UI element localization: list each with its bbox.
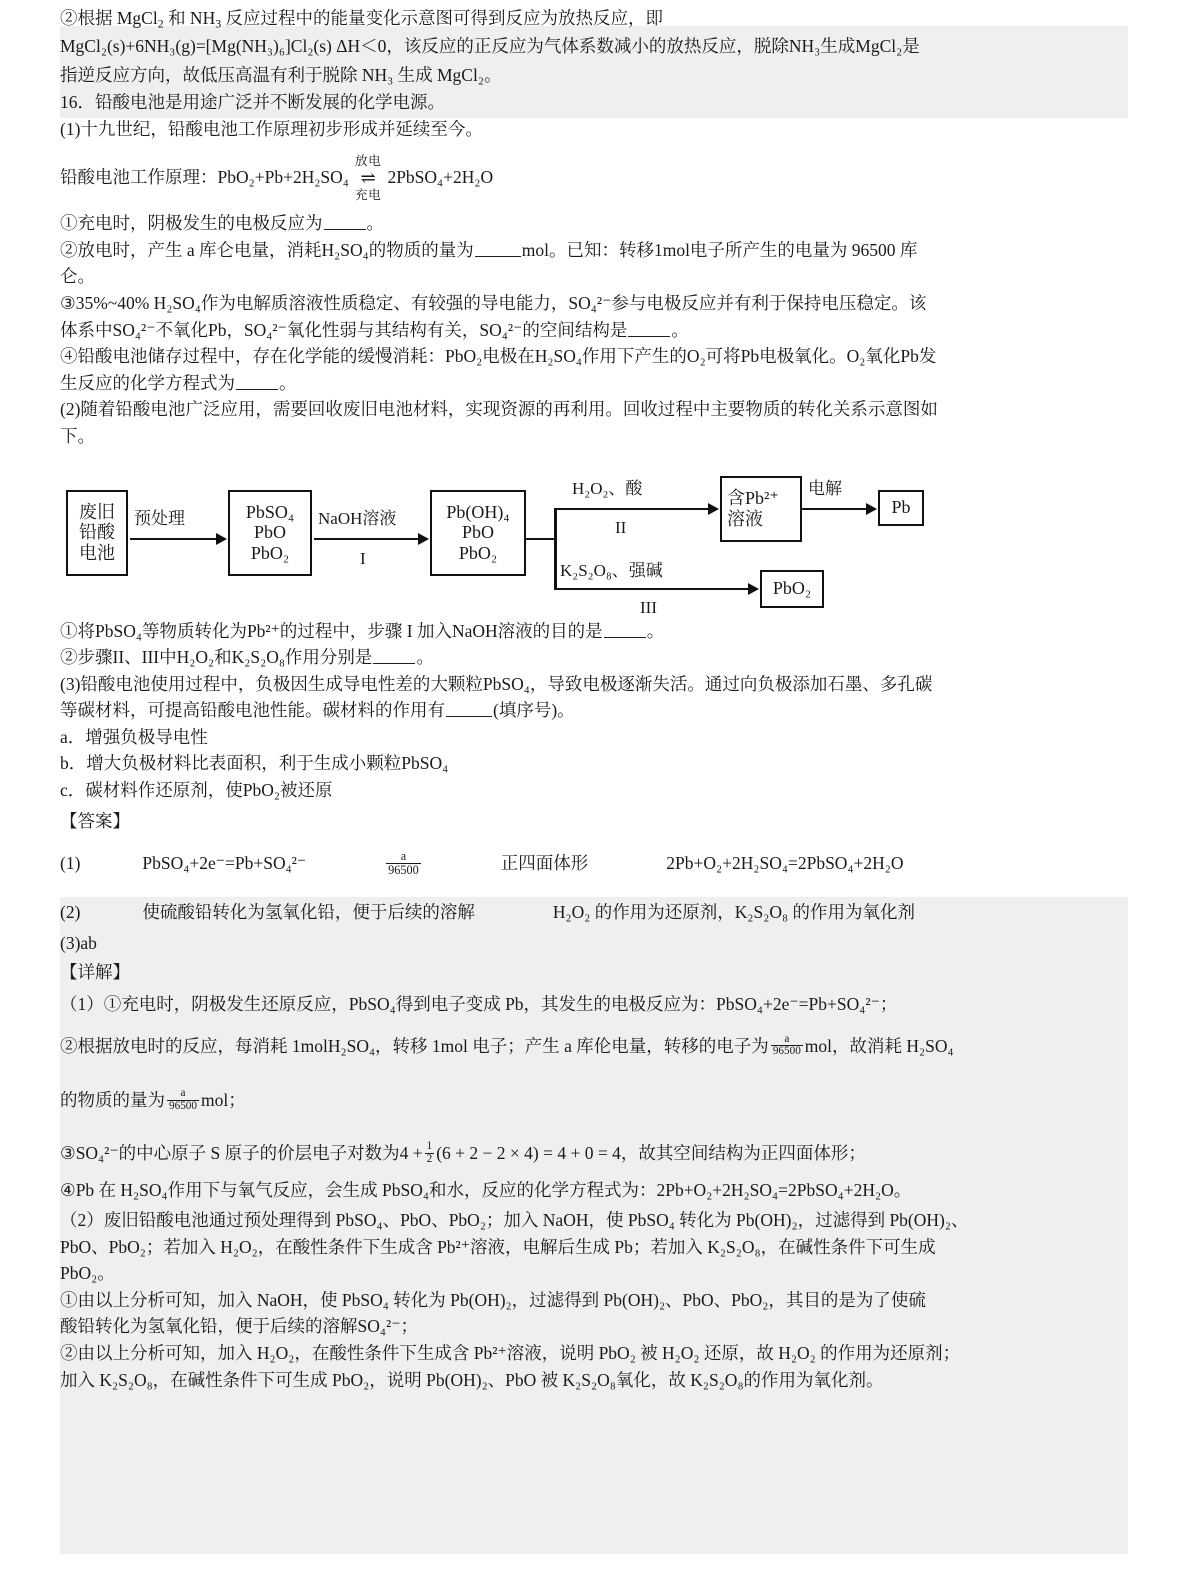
flow-lower-branch-line (554, 588, 750, 591)
explanation-3-text-a: ③SO₄²⁻的中心原子 S 原子的价层电子对数为 (60, 1143, 400, 1164)
flow-box-pb-product (878, 490, 924, 526)
flow-box-pbso4-mixture (228, 490, 312, 576)
flow-box-pboh4-mixture (430, 490, 526, 576)
answer-row-1-equation-2: 2Pb+O₂+2H₂SO₄=2PbSO₄+2H₂O (666, 853, 904, 874)
sub-item-4-line-2 (60, 370, 1130, 397)
sub-item-2-text-b: mol。已知：转移1mol电子所产生的电量为 96500 库 (521, 239, 918, 260)
answer-row-1-shape: 正四面体形 (500, 853, 589, 874)
q2-sub-item-1-period: 。 (646, 620, 665, 641)
answer-row-1 (60, 846, 1130, 881)
explanation-7-line-2: 加入 K₂S₂O₈，在碱性条件下可生成 PbO₂，说明 Pb(OH)₂、PbO 被 K₂S₂O₈氧化，故 K₂S₂O₈的作用为氧化剂。 (60, 1369, 884, 1390)
half-denominator: 2 (426, 1152, 433, 1165)
prev-answer-text-b: 和 NH (163, 8, 216, 28)
flow-box-pboh4-line1: Pb(OH)₄ (446, 501, 510, 522)
flow-box-pbso4-line1: PbSO₄ (245, 501, 295, 522)
explanation-2-text-a: ②根据放电时的反应，每消耗 1molH₂SO₄，转移 1mol 电子；产生 a 库伦电量，转移的电子为 (60, 1035, 769, 1056)
fraction-denominator: 96500 (388, 862, 419, 877)
sub-item-3-line-1: ③35%~40% H₂SO₄作为电解质溶液性质稳定、有较强的导电能力，SO₄²⁻参与电极反应并有利于保持电压稳定。该 (60, 292, 927, 313)
question-stem (60, 89, 1130, 116)
flow-box-pb2plus-solution (720, 476, 802, 542)
q2-sub-item-1-text: ①将PbSO₄等物质转化为Pb²⁺的过程中，步骤 I 加入NaOH溶液的目的是 (60, 620, 603, 641)
prev-answer-text-c: 反应过程中的能量变化示意图可得到反应为放热反应，即 (221, 8, 664, 28)
answer-row-2-text-1: 使硫酸铅转化为氢氧化铅，便于后续的溶解 (142, 902, 475, 923)
flow-arrow-1-line (130, 538, 218, 541)
fraction-numerator: a (400, 848, 407, 863)
explanation-2-text-b: mol，故消耗 H₂SO₄ (804, 1035, 954, 1056)
flow-box-pboh4-line3: PbO₂ (458, 542, 498, 563)
flow-box-waste-battery (66, 490, 128, 576)
flow-label-step-3: III (640, 597, 657, 617)
flow-label-step-1: I (360, 548, 366, 568)
explanation-heading: 【详解】 (60, 961, 130, 982)
flow-upper-branch-head (708, 503, 719, 515)
answer-fraction-a-over-96500 (386, 850, 421, 877)
explanation-fraction-a-over-96500 (771, 1034, 803, 1059)
explanation-2 (60, 1026, 1130, 1066)
half-numerator: 1 (426, 1140, 433, 1153)
question-part-3-line-1: (3)铅酸电池使用过程中，负极因生成导电性差的大颗粒PbSO₄，导致电极逐渐失活。通过向负极添加石墨、多孔碳 (60, 673, 933, 694)
answer-row-3: (3)ab (60, 933, 97, 954)
equilibrium-arrow (355, 155, 382, 201)
flow-box-pbso4-line3: PbO₂ (250, 542, 290, 563)
flow-label-pretreatment: 预处理 (134, 508, 185, 528)
flow-lower-branch-head (748, 583, 759, 595)
explanation-6-line-1: ①由以上分析可知，加入 NaOH，使 PbSO₄ 转化为 Pb(OH)₂，过滤得到 Pb(OH)₂、PbO、PbO₂，其目的是为了使硫 (60, 1289, 926, 1310)
flow-label-k2s2o8-base: K₂S₂O₈、强碱 (560, 560, 663, 580)
explanation-6-line-2: 酸铅转化为氢氧化铅，便于后续的溶解SO₄²⁻； (60, 1316, 418, 1337)
q2-sub-item-2 (60, 644, 1130, 671)
flow-box-waste-line3: 电池 (79, 542, 115, 563)
answer-blank-3[interactable] (628, 319, 670, 337)
flow-label-naoh-solution: NaOH溶液 (318, 508, 397, 528)
explanation-3-text-b: 故其空间结构为正四面体形； (638, 1143, 866, 1164)
sub-item-4-period: 。 (279, 372, 297, 393)
flow-box-pb2plus-line1: 含Pb²⁺ (727, 487, 779, 508)
discharge-label: 放电 (354, 154, 382, 169)
explanation-2-cont (60, 1080, 1130, 1120)
flow-electrolysis-head (866, 503, 877, 515)
answer-blank-7[interactable] (446, 700, 492, 718)
prev-answer-line-3: 指逆反应方向，故低压高温有利于脱除 NH₃ 生成 MgCl₂。 (60, 64, 502, 85)
sub-item-1-text: ①充电时，阴极发生的电极反应为 (60, 213, 323, 234)
prev-answer-text-a: ②根据 MgCl (60, 8, 158, 28)
explanation-5-line-3: PbO₂。 (60, 1263, 115, 1284)
answer-blank-5[interactable] (604, 620, 646, 638)
flow-arrow-2-line (314, 538, 420, 541)
recycling-process-flowchart (60, 456, 1130, 617)
explanation-3-math-pre: 4 + (399, 1143, 423, 1164)
sub-item-3-line-2 (60, 317, 1130, 344)
answer-blank-2[interactable] (475, 239, 521, 257)
principle-left-side: PbO₂+Pb+2H₂SO₄ (217, 167, 349, 188)
flow-branch-vertical (554, 508, 557, 590)
flow-box-waste-line1: 废旧 (79, 501, 115, 522)
explanation-fraction-numerator: a (784, 1032, 790, 1045)
question-stem-text: 铅酸电池是用途广泛并不断发展的化学电源。 (95, 92, 445, 113)
answer-row-1-equation: PbSO₄+2e⁻=Pb+SO₄²⁻ (142, 853, 307, 874)
part3-text-b: 等碳材料，可提高铅酸电池性能。碳材料的作用有 (60, 700, 445, 721)
answer-blank-6[interactable] (373, 646, 415, 664)
answer-row-2-text-2: H₂O₂ 的作用为还原剂，K₂S₂O₈ 的作用为氧化剂 (552, 902, 915, 923)
sub-item-3-period: 。 (671, 319, 689, 340)
option-b: b．增大负极材料比表面积，利于生成小颗粒PbSO₄ (60, 753, 449, 774)
q2-sub-item-2-text: ②步骤II、III中H₂O₂和K₂S₂O₈作用分别是 (60, 647, 373, 668)
explanation-fraction-2-numerator: a (180, 1086, 186, 1099)
explanation-fraction-2-a-over-96500 (167, 1088, 199, 1113)
sub-item-3-text-b: 体系中SO₄²⁻不氧化Pb，SO₄²⁻氧化性弱与其结构有关，SO₄²⁻的空间结构是 (60, 319, 628, 340)
sub-item-4-line-1: ④铅酸电池储存过程中，存在化学能的缓慢消耗：PbO₂电极在H₂SO₄作用下产生的O₂可将Pb电极氧化。O₂氧化Pb发 (60, 346, 937, 367)
q2-sub-item-2-period: 。 (416, 647, 434, 668)
sub-item-1-period: 。 (366, 213, 384, 234)
explanation-fraction-denominator: 96500 (772, 1045, 801, 1058)
option-a: a．增强负极导电性 (60, 726, 208, 747)
explanation-7-line-1: ②由以上分析可知，加入 H₂O₂，在酸性条件下生成含 Pb²⁺溶液，说明 PbO₂ 被 H₂O₂ 还原，故 H₂O₂ 的作用为还原剂； (60, 1342, 961, 1363)
flow-box-pb2plus-line2: 溶液 (727, 508, 763, 529)
answer-heading: 【答案】 (60, 810, 130, 831)
answer-row-2-label: (2) (60, 902, 81, 923)
explanation-1: （1）①充电时，阴极发生还原反应，PbSO₄得到电子变成 Pb，其发生的电极反应为：PbSO₄+2e⁻=Pb+SO₄²⁻； (60, 993, 898, 1014)
sub-item-4-text-b: 生反应的化学方程式为 (60, 372, 235, 393)
flow-label-h2o2-acid: H₂O₂、酸 (572, 478, 643, 498)
question-part-2-line-1: (2)随着铅酸电池广泛应用，需要回收废旧电池材料，实现资源的再利用。回收过程中主要物质的转化关系示意图如 (60, 399, 938, 420)
flow-box-pb-label: Pb (891, 497, 911, 518)
explanation-4: ④Pb 在 H₂SO₄作用下与氧气反应，会生成 PbSO₄和水，反应的化学方程式为：2Pb+O₂+2H₂SO₄=2PbSO₄+2H₂O。 (60, 1179, 912, 1200)
flow-label-step-2: II (615, 517, 627, 537)
charge-label: 充电 (354, 187, 382, 202)
sub-item-2-cont: 仑。 (60, 266, 95, 287)
explanation-5-line-2: PbO、PbO₂；若加入 H₂O₂，在酸性条件下生成含 Pb²⁺溶液，电解后生成 Pb；若加入 K₂S₂O₈，在碱性条件下可生成 (60, 1236, 936, 1257)
explanation-5-line-1: （2）废旧铅酸电池通过预处理得到 PbSO₄、PbO、PbO₂；加入 NaOH，使 PbSO₄ 转化为 Pb(OH)₂，过滤得到 Pb(OH)₂、 (60, 1210, 969, 1230)
flow-upper-branch-line (554, 508, 710, 511)
battery-principle-equation (60, 156, 1130, 202)
flow-box-pbo2-label: PbO₂ (772, 578, 812, 599)
flow-box-pboh4-line2: PbO (461, 522, 494, 543)
question-number: 16． (60, 92, 95, 113)
part3-text-c: (填序号)。 (493, 700, 575, 721)
explanation-3-math-post: (6 + 2 − 2 × 4) = 4 + 0 = 4， (436, 1143, 639, 1164)
flow-box-waste-line2: 铅酸 (79, 522, 115, 543)
sub-item-2 (60, 237, 1130, 264)
answer-blank-4[interactable] (236, 372, 278, 390)
q2-sub-item-1 (60, 618, 1130, 645)
explanation-2-cont-text-a: 的物质的量为 (60, 1090, 165, 1111)
explanation-2-cont-text-b: mol； (200, 1090, 246, 1111)
flow-box-pbo2-product (760, 570, 824, 608)
part1-text: 十九世纪，铅酸电池工作原理初步形成并延续至今。 (80, 118, 483, 139)
part1-label: (1) (60, 118, 81, 139)
flow-arrow-2-head (418, 533, 429, 545)
question-part-2-line-2: 下。 (60, 425, 95, 446)
answer-row-1-label: (1) (60, 853, 81, 874)
principle-label: 铅酸电池工作原理： (60, 167, 218, 188)
prev-answer-line-1 (60, 4, 1130, 32)
flow-electrolysis-line (802, 508, 868, 511)
answer-blank-1[interactable] (324, 213, 366, 231)
option-c: c．碳材料作还原剂，使PbO₂被还原 (60, 780, 333, 801)
explanation-3 (60, 1134, 1130, 1173)
question-part-3-line-2 (60, 697, 1130, 724)
question-part-1 (60, 116, 1130, 143)
explanation-fraction-2-denominator: 96500 (169, 1099, 197, 1112)
sub-item-2-text-a: ②放电时，产生 a 库仑电量，消耗H₂SO₄的物质的量为 (60, 239, 474, 260)
prev-answer-sub-b: 3 (215, 16, 222, 31)
principle-right-side: 2PbSO₄+2H₂O (387, 167, 494, 188)
flow-box-pbso4-line2: PbO (253, 522, 286, 543)
prev-answer-line-2: MgCl₂(s)+6NH₃(g)=[Mg(NH₃)₆]Cl₂(s) ΔH＜0，该反应的正反应为气体系数减小的放热反应，脱除NH₃生成MgCl₂是 (60, 36, 920, 57)
flow-arrow-1-head (216, 533, 227, 545)
flow-branch-stub (526, 538, 556, 541)
answer-row-2 (60, 895, 1130, 930)
explanation-fraction-one-half (425, 1141, 435, 1166)
flow-label-electrolysis: 电解 (808, 478, 842, 498)
sub-item-1 (60, 210, 1130, 237)
reversible-arrow-icon: ⇌ (360, 168, 376, 189)
prev-answer-sub-a: 2 (157, 16, 164, 31)
